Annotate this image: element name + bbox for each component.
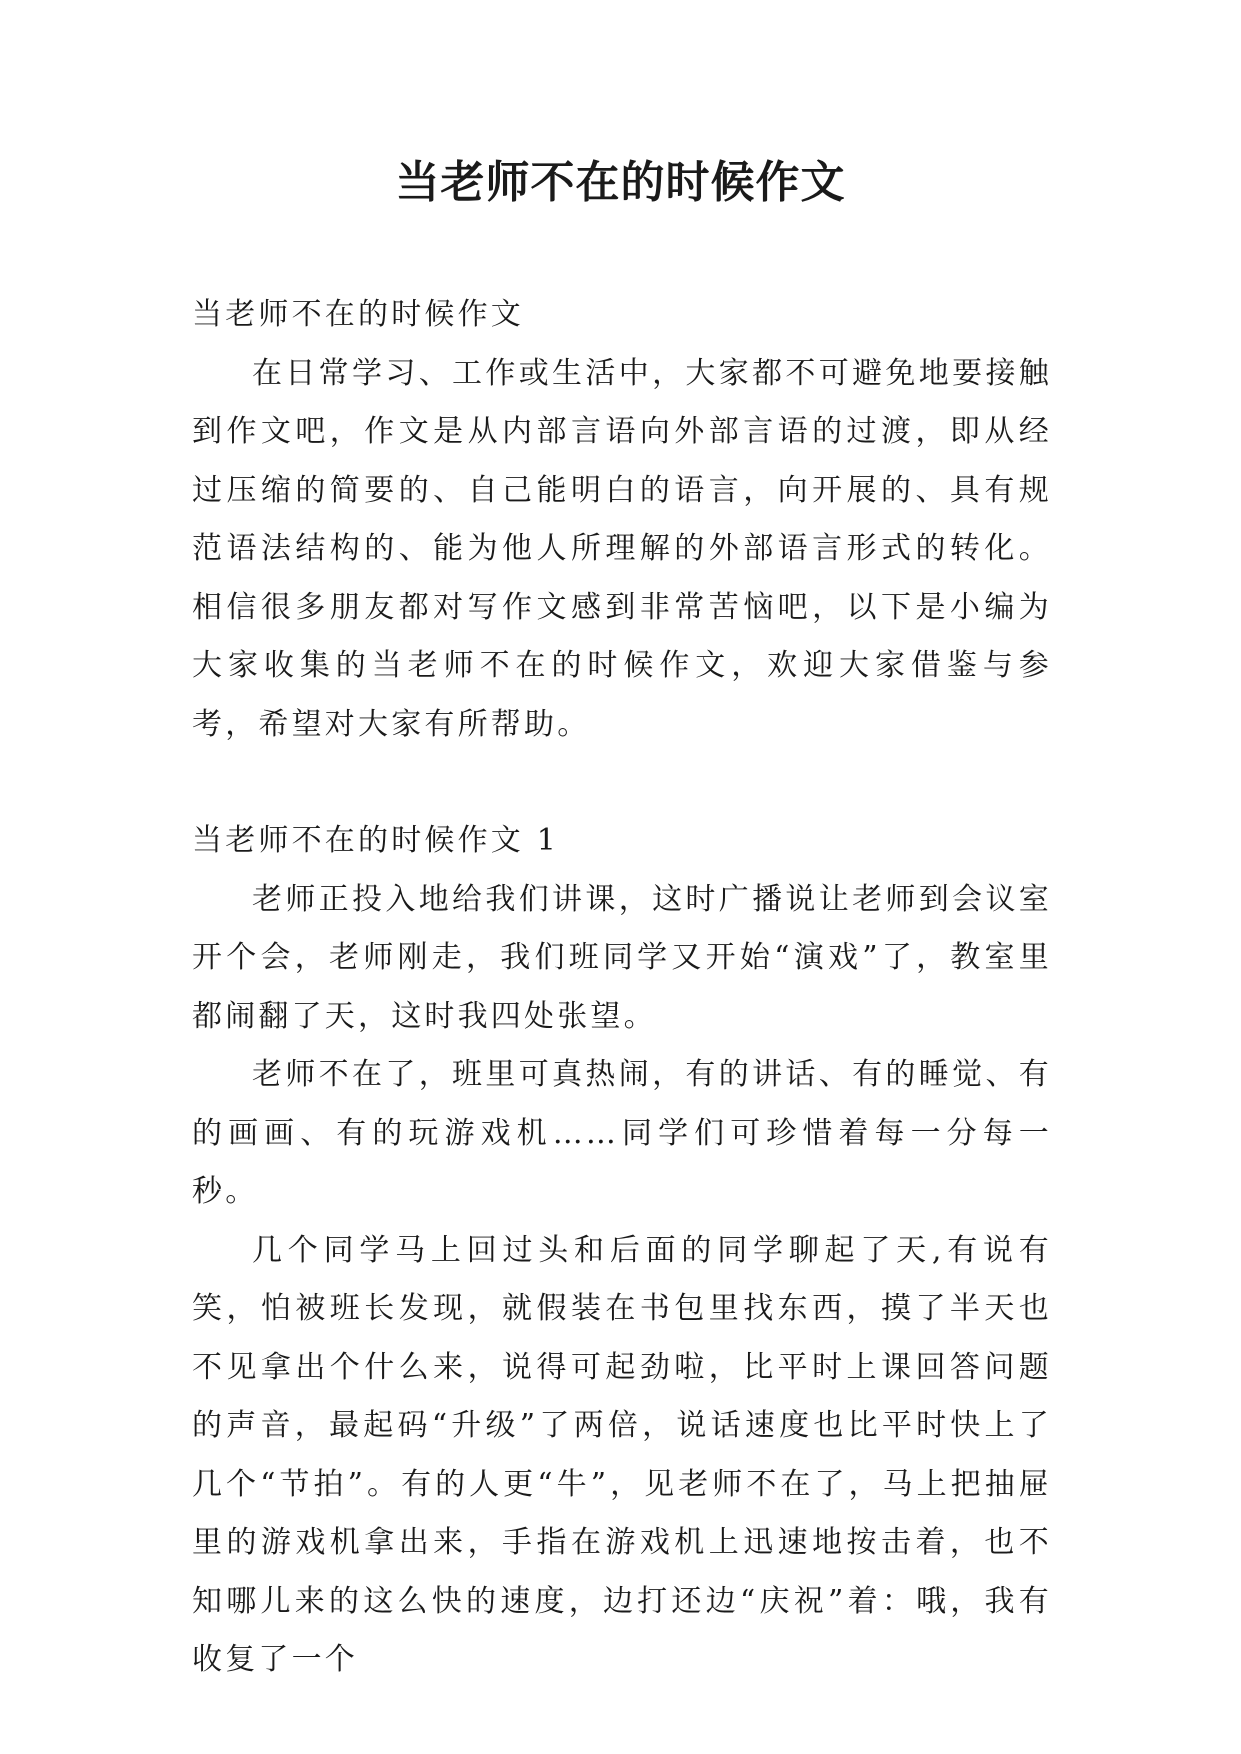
- section-1-paragraph-2: 老师不在了，班里可真热闹，有的讲话、有的睡觉、有的画画、有的玩游戏机……同学们可珍惜着每一分每一秒。: [192, 1057, 1052, 1209]
- intro-paragraph: 在日常学习、工作或生活中，大家都不可避免地要接触到作文吧，作文是从内部言语向外部言语的过渡，即从经过压缩的简要的、自己能明白的语言，向开展的、具有规范语法结构的、能为他人所理解的外部语言形式的转化。相信很多朋友都对写作文感到非常苦恼吧，以下是小编为大家收集的当老师不在的时候作文，欢迎大家借鉴与参考，希望对大家有所帮助。: [192, 355, 1052, 742]
- intro-heading: 当老师不在的时候作文: [192, 297, 524, 332]
- document-title: 当老师不在的时候作文: [395, 157, 846, 208]
- section-1-heading: 当老师不在的时候作文 1: [192, 823, 560, 858]
- section-spacer: [192, 754, 1052, 812]
- section-1-paragraph-3: 几个同学马上回过头和后面的同学聊起了天,有说有笑，怕被班长发现，就假装在书包里找东西，摸了半天也不见拿出个什么来，说得可起劲啦，比平时上课回答问题的声音，最起码“升级”了两倍，说话速度也比平时快上了几个“节拍”。有的人更“牛”，见老师不在了，马上把抽屉里的游戏机拿出来，手指在游戏机上迅速地按击着，也不知哪儿来的这么快的速度，边打还边“庆祝”着：哦，我有收复了一个: [192, 1232, 1052, 1677]
- section-1-paragraph-1: 老师正投入地给我们讲课，这时广播说让老师到会议室开个会，老师刚走，我们班同学又开始“演戏”了，教室里都闹翻了天，这时我四处张望。: [192, 881, 1052, 1034]
- document-body: [192, 286, 1052, 1690]
